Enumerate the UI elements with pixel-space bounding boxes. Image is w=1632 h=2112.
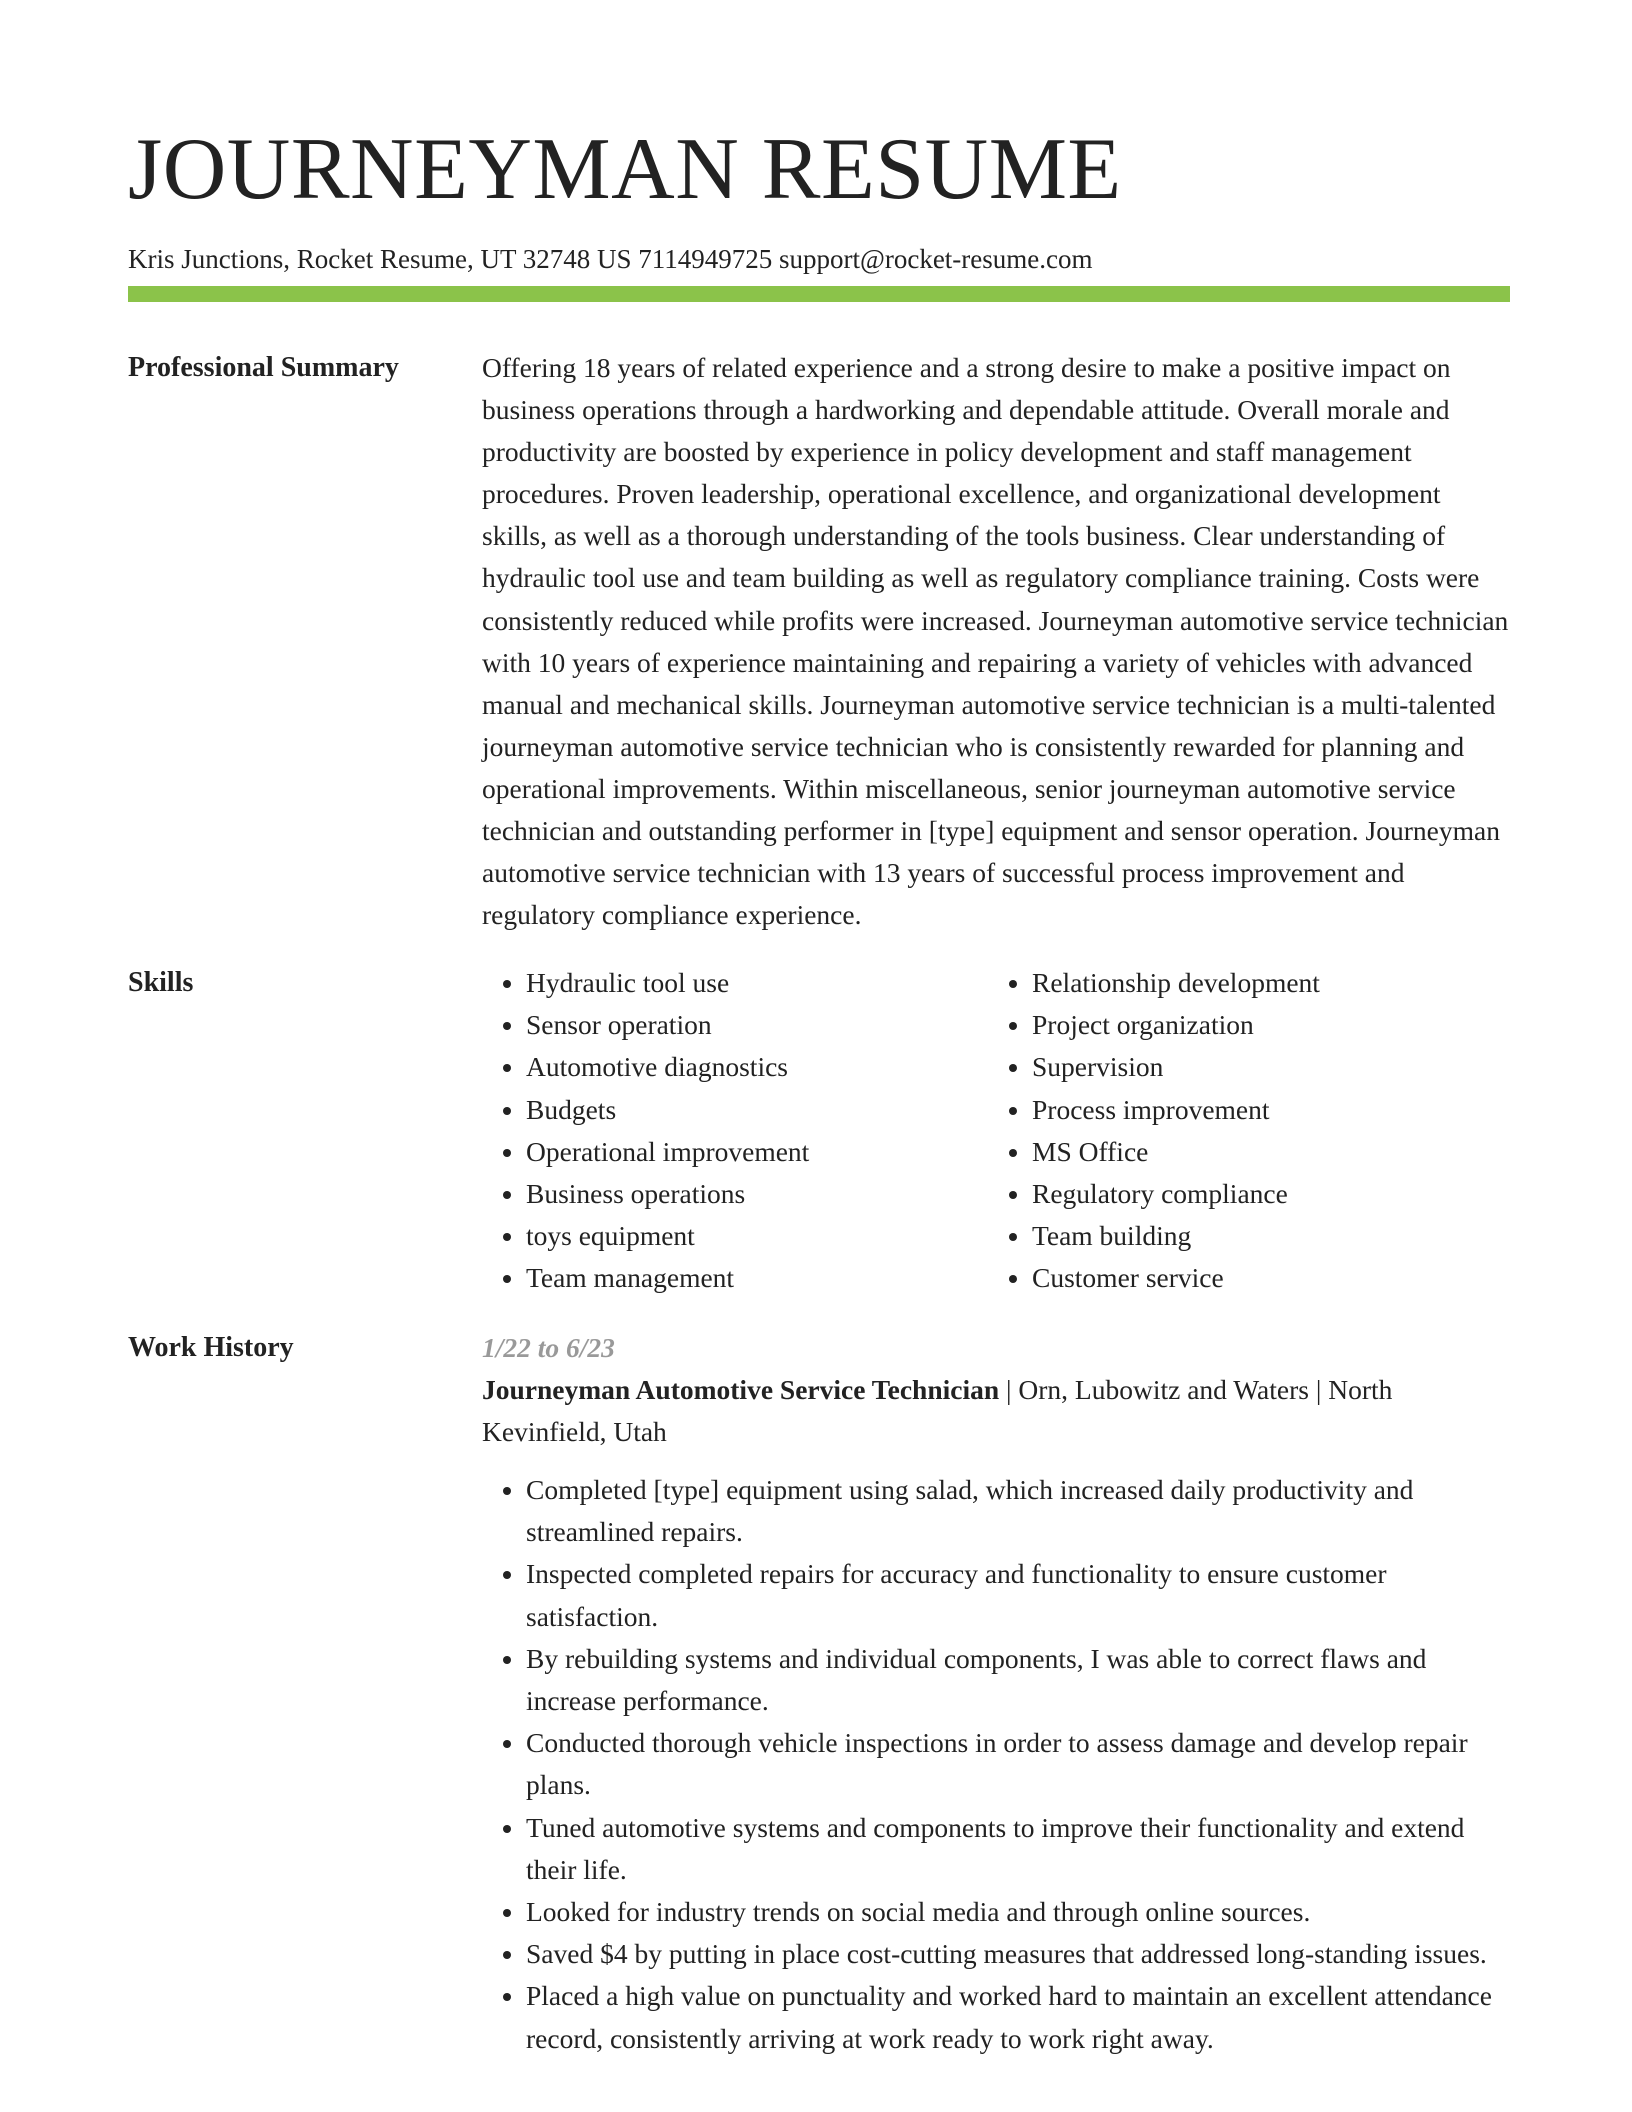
summary-label: Professional Summary (128, 352, 399, 383)
work-history-body (482, 1327, 1512, 2060)
skills-label: Skills (128, 967, 194, 998)
skills-body (482, 962, 1512, 1300)
skill-item: • Operational improvement (526, 1131, 988, 1173)
skill-item: • Regulatory compliance (1032, 1173, 1494, 1215)
resume-title: JOURNEYMAN RESUME (128, 121, 1122, 218)
job-dates: 1/22 to 6/23 (482, 1332, 615, 1363)
job-bullet: • Looked for industry trends on social media and through online sources. (526, 1891, 1512, 1933)
skill-item: • Team management (526, 1257, 988, 1299)
skill-item: • Budgets (526, 1089, 988, 1131)
job-bullets (482, 1469, 1512, 2060)
work-history-label: Work History (128, 1332, 294, 1363)
job-bullet: • Conducted thorough vehicle inspections in order to assess damage and develop repair plans. (526, 1722, 1512, 1806)
skill-item: • Business operations (526, 1173, 988, 1215)
summary-body (482, 347, 1512, 936)
job-employer-location: | Orn, Lubowitz and Waters | North Kevinfield, Utah (482, 1374, 1393, 1447)
summary-text: Offering 18 years of related experience and a strong desire to make a positive impact on business operations through a hardworking and dependable attitude. Overall morale and productivity are boosted by experience in policy development and staff management procedures. Proven leadership, operational excellence, and organizational development skills, as well as a thorough understanding of the tools business. Clear understanding of hydraulic tool use and team building as well as regulatory compliance training. Costs were consistently reduced while profits were increased. Journeyman automotive service technician with 10 years of experience maintaining and repairing a variety of vehicles with advanced manual and mechanical skills. Journeyman automotive service technician is a multi-talented journeyman automotive service technician who is consistently rewarded for planning and operational improvements. Within miscellaneous, senior journeyman automotive service technician and outstanding performer in [type] equipment and sensor operation. Journeyman automotive service technician with 13 years of successful process improvement and regulatory compliance experience. (482, 352, 1509, 931)
resume-header (128, 118, 1510, 276)
job-bullet: • Saved $4 by putting in place cost-cutting measures that addressed long-standing issues. (526, 1933, 1512, 1975)
skill-item: • Sensor operation (526, 1004, 988, 1046)
skill-item: • MS Office (1032, 1131, 1494, 1173)
skill-item: • Relationship development (1032, 962, 1494, 1004)
skill-item: • Process improvement (1032, 1089, 1494, 1131)
job-bullet: • Placed a high value on punctuality and worked hard to maintain an excellent attendance record, consistently arriving at work ready to work right away. (526, 1975, 1512, 2059)
skills-list-right (988, 962, 1494, 1300)
job-title: Journeyman Automotive Service Technician (482, 1374, 1000, 1405)
skills-list-left (482, 962, 988, 1300)
job-bullet: • Tuned automotive systems and components to improve their functionality and extend their life. (526, 1807, 1512, 1891)
skill-item: • Project organization (1032, 1004, 1494, 1046)
skill-item: • Team building (1032, 1215, 1494, 1257)
job-entry (482, 1327, 1512, 2060)
job-heading (482, 1369, 1512, 1453)
accent-divider (128, 286, 1510, 302)
job-bullet: • Inspected completed repairs for accuracy and functionality to ensure customer satisfaction. (526, 1553, 1512, 1637)
skill-item: • Hydraulic tool use (526, 962, 988, 1004)
job-bullet: • Completed [type] equipment using salad, which increased daily productivity and streamlined repairs. (526, 1469, 1512, 1553)
job-bullet: • By rebuilding systems and individual components, I was able to correct flaws and increase performance. (526, 1638, 1512, 1722)
skill-item: • toys equipment (526, 1215, 988, 1257)
skill-item: • Supervision (1032, 1046, 1494, 1088)
skill-item: • Automotive diagnostics (526, 1046, 988, 1088)
contact-line: Kris Junctions, Rocket Resume, UT 32748 US 7114949725 support@rocket-resume.com (128, 244, 1093, 274)
skill-item: • Customer service (1032, 1257, 1494, 1299)
